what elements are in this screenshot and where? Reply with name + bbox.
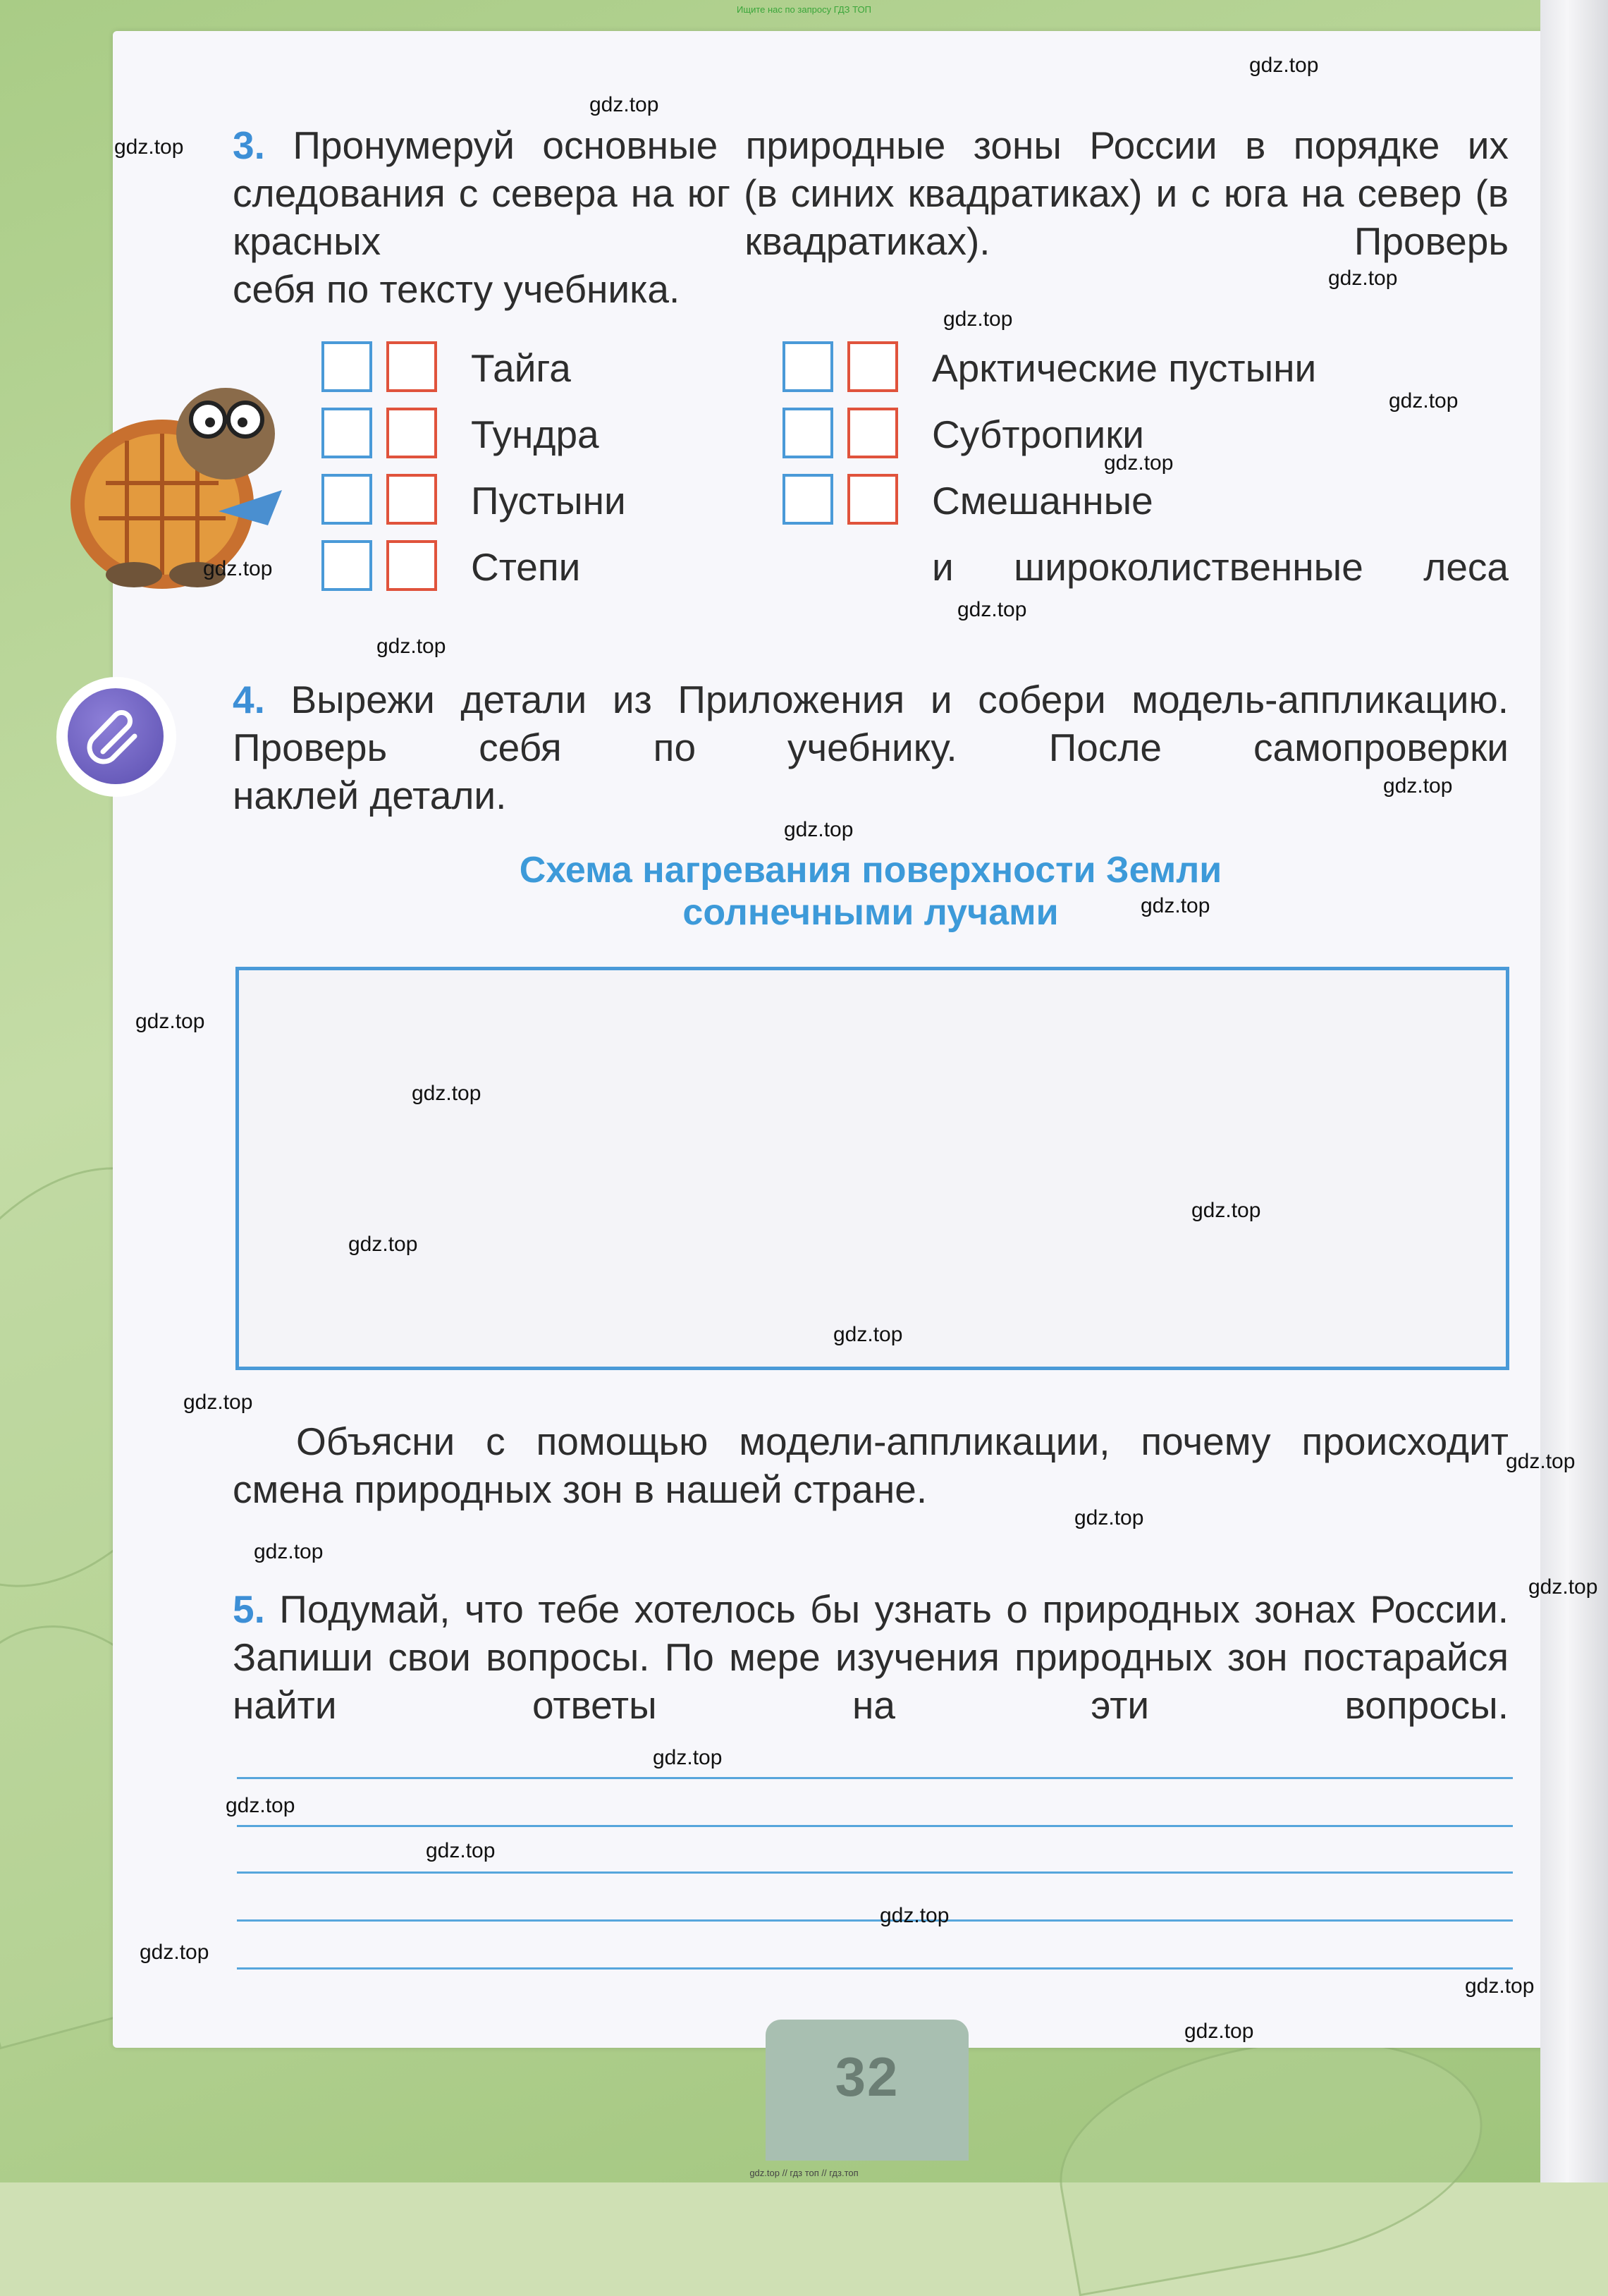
task4-text: [233, 676, 1509, 819]
watermark: gdz.top: [880, 1904, 950, 1927]
task4-text-last: наклей детали.: [233, 774, 507, 817]
zone-red-box[interactable]: [847, 408, 898, 458]
zone-label-taiga: Тайга: [471, 346, 571, 390]
zone-blue-box[interactable]: [321, 408, 372, 458]
watermark: gdz.top: [1328, 267, 1398, 290]
watermark: gdz.top: [348, 1233, 418, 1256]
zone-label-subtropics: Субтропики: [932, 413, 1144, 456]
task3-text-last: себя по тексту учебника.: [233, 267, 680, 311]
watermark: gdz.top: [1141, 894, 1210, 917]
task5-number: 5.: [233, 1587, 265, 1631]
watermark: gdz.top: [1389, 389, 1459, 413]
footer-note: gdz.top // гдз топ // гдз.топ: [749, 2168, 859, 2178]
zone-blue-box[interactable]: [782, 341, 833, 392]
watermark: gdz.top: [1104, 451, 1174, 475]
watermark: gdz.top: [1191, 1199, 1261, 1222]
watermark: gdz.top: [1074, 1506, 1144, 1529]
zone-label-steppes: Степи: [471, 545, 581, 589]
watermark: gdz.top: [135, 1010, 205, 1033]
task4-explain: [233, 1417, 1509, 1513]
watermark: gdz.top: [589, 93, 659, 116]
watermark: gdz.top: [653, 1746, 723, 1769]
zone-label-arctic: Арктические пустыни: [932, 346, 1317, 390]
header-note: Ищите нас по запросу ГДЗ ТОП: [737, 4, 871, 15]
task5-text-main: Подумай, что тебе хотелось бы узнать о природных зонах России. Запиши свои вопросы. По мере изучения природных зон постарайся найти ответы на эти вопросы.: [233, 1587, 1509, 1727]
zone-blue-box[interactable]: [321, 474, 372, 525]
watermark: gdz.top: [226, 1794, 295, 1817]
task4-explain-last: смена природных зон в нашей стране.: [233, 1467, 928, 1511]
watermark: gdz.top: [957, 598, 1027, 621]
page-number: 32: [835, 2046, 900, 2108]
answer-line[interactable]: [237, 1967, 1513, 1970]
task3-text: [233, 121, 1509, 313]
zone-blue-box[interactable]: [782, 408, 833, 458]
watermark: gdz.top: [1249, 54, 1319, 77]
watermark: gdz.top: [1184, 2020, 1254, 2043]
answer-line[interactable]: [237, 1825, 1513, 1827]
zone-red-box[interactable]: [847, 474, 898, 525]
answer-line[interactable]: [237, 1871, 1513, 1874]
zone-blue-box[interactable]: [321, 540, 372, 591]
answer-line[interactable]: [237, 1919, 1513, 1922]
watermark: gdz.top: [140, 1941, 209, 1964]
task3-text-main: Пронумеруй основные природные зоны России в порядке их следования с севера на юг (в синих квадратиках) и с юга на север (в красных квадратиках). Проверь: [233, 123, 1509, 263]
zone-red-box[interactable]: [847, 341, 898, 392]
book-spine: [1540, 0, 1608, 2182]
watermark: gdz.top: [426, 1839, 496, 1862]
zone-blue-box[interactable]: [321, 341, 372, 392]
watermark: gdz.top: [1465, 1974, 1535, 1998]
task3-number: 3.: [233, 123, 265, 167]
watermark: gdz.top: [254, 1540, 324, 1563]
task4-number: 4.: [233, 678, 265, 721]
watermark: gdz.top: [1383, 774, 1453, 798]
zone-red-box[interactable]: [386, 341, 437, 392]
task4-explain-main: Объясни с помощью модели-аппликации, почему происходит: [296, 1419, 1509, 1463]
zone-label-tundra: Тундра: [471, 413, 599, 456]
zone-red-box[interactable]: [386, 408, 437, 458]
watermark: gdz.top: [203, 557, 273, 580]
watermark: gdz.top: [114, 135, 184, 159]
paperclip-icon: [68, 688, 164, 784]
zone-label-broadleaf: и широколиственные леса: [932, 545, 1509, 589]
watermark: gdz.top: [943, 307, 1013, 331]
watermark: gdz.top: [376, 635, 446, 658]
watermark: gdz.top: [1528, 1575, 1598, 1599]
task5-text: [233, 1585, 1509, 1729]
watermark: gdz.top: [1506, 1450, 1576, 1473]
watermark: gdz.top: [412, 1082, 481, 1105]
zone-blue-box[interactable]: [782, 474, 833, 525]
answer-line[interactable]: [237, 1777, 1513, 1779]
scheme-title-line1: Схема нагревания поверхности Земли: [519, 850, 1222, 891]
zone-red-box[interactable]: [386, 540, 437, 591]
watermark: gdz.top: [183, 1391, 253, 1414]
zone-label-deserts: Пустыни: [471, 479, 626, 523]
application-frame[interactable]: [235, 967, 1509, 1370]
zone-label-mixed: Смешанные: [932, 479, 1153, 523]
watermark: gdz.top: [784, 818, 854, 841]
scheme-title-line2: солнечными лучами: [682, 892, 1059, 933]
task4-text-main: Вырежи детали из Приложения и собери модель-аппликацию. Проверь себя по учебнику. После самопроверки: [233, 678, 1509, 769]
zone-red-box[interactable]: [386, 474, 437, 525]
watermark: gdz.top: [833, 1323, 903, 1346]
